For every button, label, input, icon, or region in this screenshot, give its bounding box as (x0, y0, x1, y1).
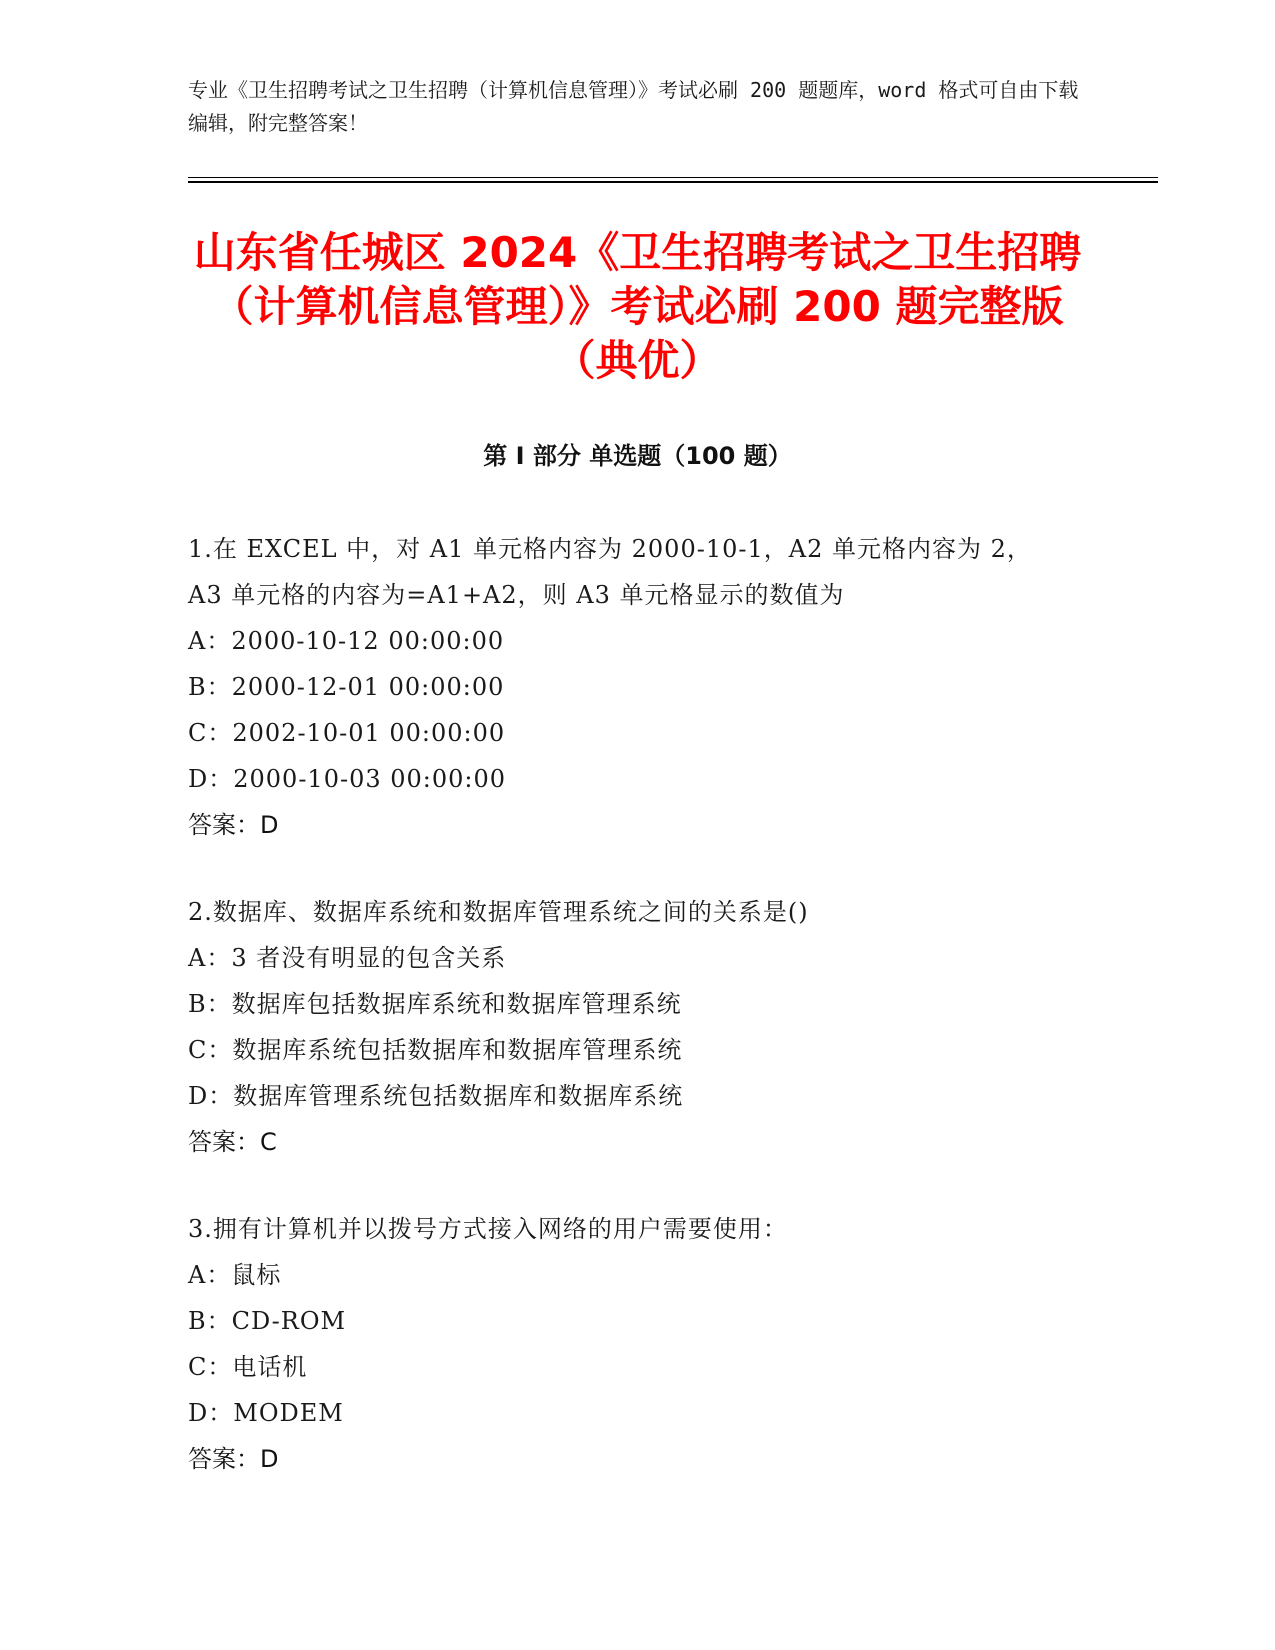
answer: 答案：D (188, 1445, 279, 1473)
question-stem: 3.拥有计算机并以拨号方式接入网络的用户需要使用： (188, 1215, 788, 1243)
option-a: A：2000-10-12 00:00:00 (188, 627, 505, 655)
header-note: 专业《卫生招聘考试之卫生招聘（计算机信息管理）》考试必刷 200 题题库，word 格式可自由下载编辑，附完整答案！ (188, 78, 1079, 135)
answer: 答案：D (188, 811, 279, 839)
option-c: C：2002-10-01 00:00:00 (188, 719, 506, 747)
header-divider-thin (188, 177, 1158, 178)
option-b: B：2000-12-01 00:00:00 (188, 673, 505, 701)
option-c: C：数据库系统包括数据库和数据库管理系统 (188, 1036, 683, 1064)
document-title: 山东省任城区 2024《卫生招聘考试之卫生招聘（计算机信息管理）》考试必刷 200 题完整版（典优） (193, 228, 1082, 385)
question-stem-continued: A3 单元格的内容为=A1+A2，则 A3 单元格显示的数值为 (188, 581, 845, 609)
option-a: A：鼠标 (188, 1261, 282, 1289)
option-d: D：2000-10-03 00:00:00 (188, 765, 507, 793)
question-2 (188, 889, 1088, 1165)
option-c: C：电话机 (188, 1353, 308, 1381)
question-stem: 2.数据库、数据库系统和数据库管理系统之间的关系是() (188, 898, 809, 926)
option-d: D：MODEM (188, 1399, 344, 1427)
option-a: A：3 者没有明显的包含关系 (188, 944, 507, 972)
answer: 答案：C (188, 1128, 277, 1156)
question-3 (188, 1206, 1088, 1482)
question-stem: 1.在 EXCEL 中，对 A1 单元格内容为 2000-10-1，A2 单元格内容为 2， (188, 535, 1032, 563)
option-d: D：数据库管理系统包括数据库和数据库系统 (188, 1082, 684, 1110)
section-heading: 第 I 部分 单选题（100 题） (483, 442, 792, 470)
option-b: B：数据库包括数据库系统和数据库管理系统 (188, 990, 682, 1018)
question-list (188, 526, 1088, 1523)
question-1 (188, 526, 1088, 848)
header-divider-thick (188, 181, 1158, 183)
option-b: B：CD-ROM (188, 1307, 347, 1335)
